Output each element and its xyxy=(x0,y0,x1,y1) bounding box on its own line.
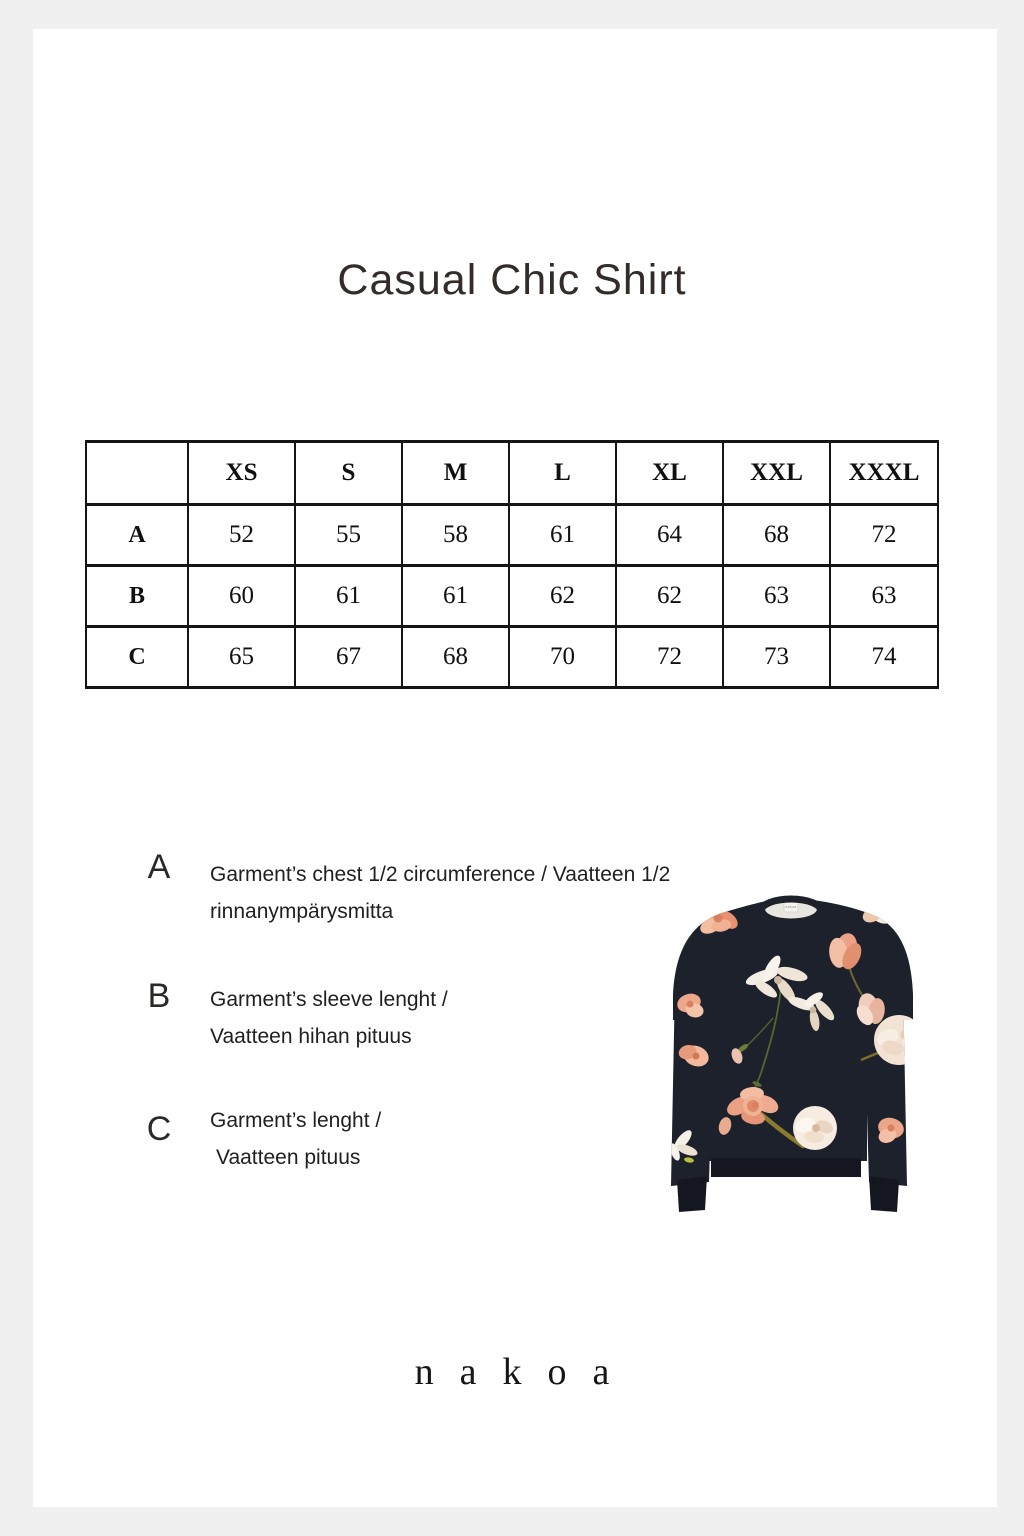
legend-a-line1: Garment’s chest 1/2 circumference / Vaatteen 1/2 xyxy=(210,863,671,886)
size-column-header: L xyxy=(509,442,616,505)
size-column-header: XXXL xyxy=(830,442,938,505)
size-column-header: M xyxy=(402,442,509,505)
measurement-cell: 61 xyxy=(509,505,616,566)
legend-text-a xyxy=(210,856,710,930)
measurement-cell: 64 xyxy=(616,505,723,566)
measurement-cell: 65 xyxy=(188,627,295,688)
table-row-c xyxy=(86,627,938,688)
legend-letter-a: A xyxy=(147,848,171,886)
measurement-cell: 60 xyxy=(188,566,295,627)
size-column-header: S xyxy=(295,442,402,505)
page-title: Casual Chic Shirt xyxy=(337,256,687,304)
measurement-cell: 73 xyxy=(723,627,830,688)
measurement-cell: 61 xyxy=(295,566,402,627)
measurement-cell: 61 xyxy=(402,566,509,627)
legend-c-line1: Garment’s lenght / xyxy=(210,1109,382,1132)
legend-text-c xyxy=(210,1102,710,1176)
measurement-cell: 74 xyxy=(830,627,938,688)
legend-b-line1: Garment’s sleeve lenght / xyxy=(210,988,448,1011)
measurement-cell: 63 xyxy=(723,566,830,627)
page-card xyxy=(33,29,997,1507)
measurement-cell: 68 xyxy=(723,505,830,566)
table-row-a xyxy=(86,505,938,566)
measurement-cell: 72 xyxy=(830,505,938,566)
legend-text-b xyxy=(210,981,710,1055)
size-column-header: XXL xyxy=(723,442,830,505)
brand-logo: nakoa xyxy=(414,1351,636,1393)
measurement-cell: 62 xyxy=(509,566,616,627)
legend-c-line2: Vaatteen pituus xyxy=(216,1146,361,1169)
measurement-cell: 72 xyxy=(616,627,723,688)
legend-letter-b: B xyxy=(147,977,171,1015)
legend-a-line2: rinnanympärysmitta xyxy=(210,900,394,923)
measurement-cell: 62 xyxy=(616,566,723,627)
measurement-cell: 68 xyxy=(402,627,509,688)
size-column-header: XS xyxy=(188,442,295,505)
size-table xyxy=(85,440,939,689)
legend-letter-c: C xyxy=(146,1110,172,1148)
measurement-cell: 70 xyxy=(509,627,616,688)
row-label: A xyxy=(86,505,188,566)
measurement-cell: 63 xyxy=(830,566,938,627)
legend-b-line2: Vaatteen hihan pituus xyxy=(210,1025,412,1048)
measurement-cell: 58 xyxy=(402,505,509,566)
measurement-cell: 55 xyxy=(295,505,402,566)
size-table-corner-cell xyxy=(86,442,188,505)
table-row-b xyxy=(86,566,938,627)
measurement-cell: 52 xyxy=(188,505,295,566)
row-label: B xyxy=(86,566,188,627)
sweatshirt-ribbing xyxy=(677,1158,899,1212)
measurement-cell: 67 xyxy=(295,627,402,688)
neck-label-text: nakoa xyxy=(785,905,797,909)
size-column-header: XL xyxy=(616,442,723,505)
product-photo-floral-sweatshirt xyxy=(653,888,953,1223)
row-label: C xyxy=(86,627,188,688)
size-table-header-row xyxy=(86,442,938,505)
